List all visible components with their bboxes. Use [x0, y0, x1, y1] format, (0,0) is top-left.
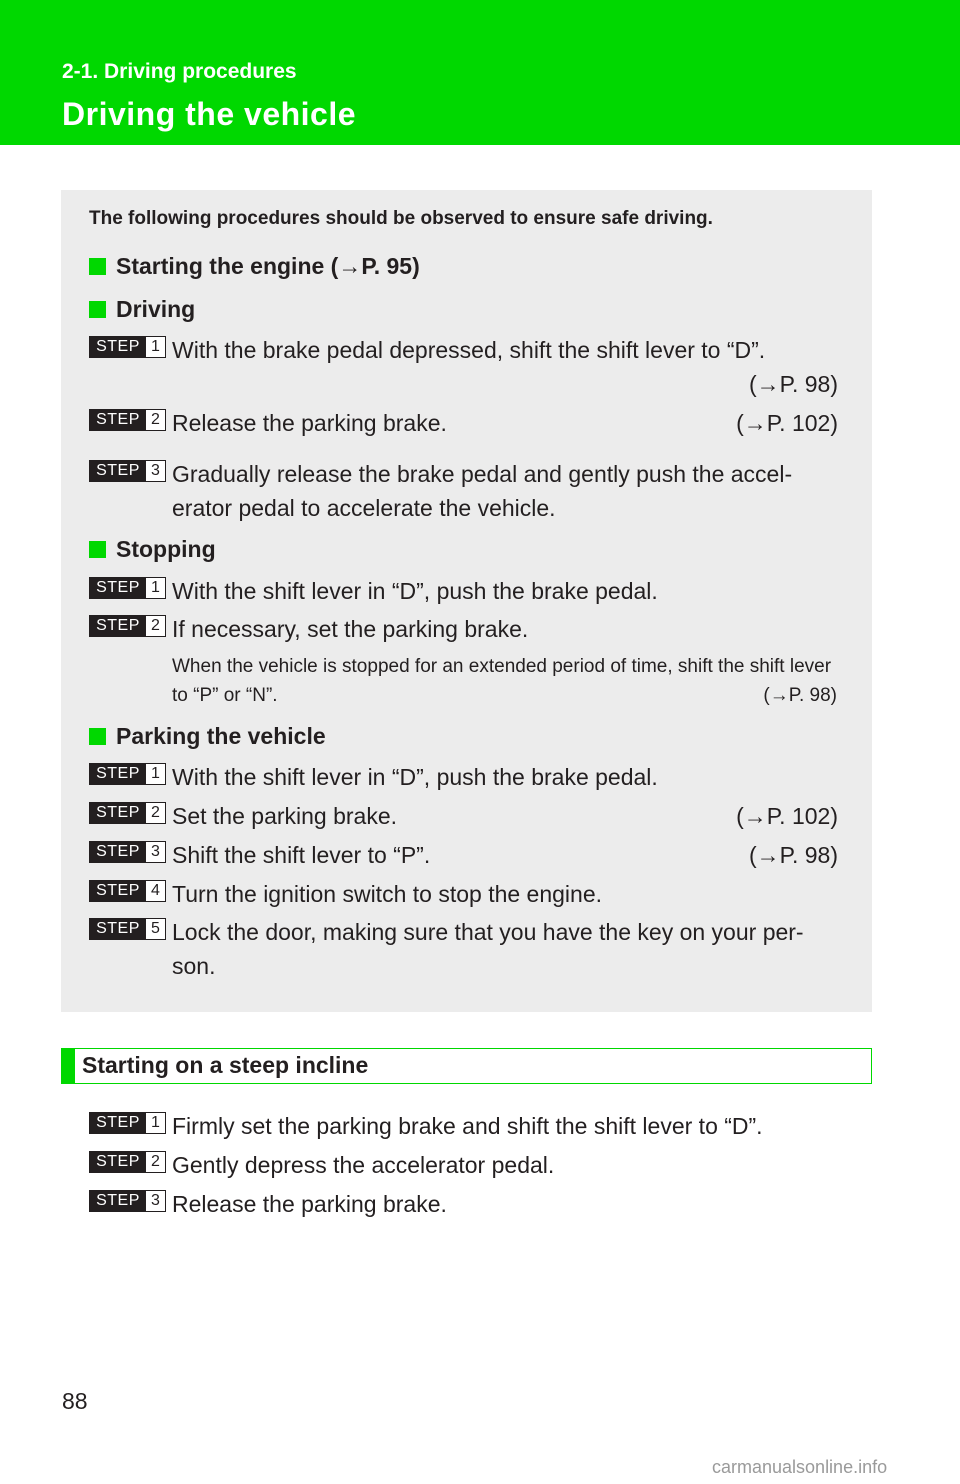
parking-step-1: [89, 760, 838, 794]
step-badge: STEP 1: [89, 763, 166, 785]
parking-step-4: [89, 877, 838, 911]
parking-step-2: [89, 799, 838, 833]
green-square-icon: [89, 301, 106, 318]
subhead-starting-engine: [89, 253, 420, 280]
green-square-icon: [89, 728, 106, 745]
step-text: Shift the shift lever to “P”.: [172, 842, 431, 868]
step-badge: STEP 4: [89, 880, 166, 902]
step-badge: STEP 1: [89, 577, 166, 599]
stopping-step-1: [89, 574, 838, 608]
green-square-icon: [89, 258, 106, 275]
incline-step-3: [89, 1187, 838, 1221]
subhead-driving: [89, 296, 195, 323]
driving-step-2: [89, 406, 838, 440]
step-text: With the shift lever in “D”, push the brake pedal.: [172, 764, 658, 790]
step-badge: STEP 2: [89, 409, 166, 431]
subhead-label: Stopping: [116, 536, 216, 562]
stopping-step-2: [89, 612, 838, 646]
subhead-parking: [89, 723, 326, 750]
page-reference: (→P. 98): [748, 842, 838, 868]
step-badge: STEP 2: [89, 1151, 166, 1173]
step-text: Release the parking brake.: [172, 410, 447, 436]
step-text: With the brake pedal depressed, shift the shift lever to “D”.: [172, 337, 766, 363]
header-bar: [0, 0, 960, 145]
page-reference: (→P. 102): [736, 410, 838, 436]
stopping-note: [172, 652, 837, 710]
step-text: Set the parking brake.: [172, 803, 398, 829]
subhead-label: Parking the vehicle: [116, 723, 326, 749]
incline-step-2: [89, 1148, 838, 1182]
step-badge: STEP 3: [89, 460, 166, 482]
subhead-label: Driving: [116, 296, 196, 322]
step-text: With the shift lever in “D”, push the brake pedal.: [172, 578, 658, 604]
step-badge: STEP 2: [89, 615, 166, 637]
subhead-stopping: [89, 536, 216, 563]
step-badge: STEP 2: [89, 802, 166, 824]
step-text: Gradually release the brake pedal and gently push the accel-erator pedal to accelerate the vehicle.: [172, 461, 793, 521]
subhead-label: Starting the engine (→P. 95): [116, 253, 420, 279]
step-badge: STEP 3: [89, 841, 166, 863]
step-text: Release the parking brake.: [172, 1191, 447, 1217]
driving-step-1: [89, 333, 838, 397]
parking-step-3: [89, 838, 838, 872]
note-text: When the vehicle is stopped for an extended period of time, shift the shift lever to “P” or “N”.: [172, 656, 832, 706]
step-text: Lock the door, making sure that you have the key on your per-son.: [172, 919, 804, 979]
section-title-incline: Starting on a steep incline: [82, 1052, 369, 1078]
step-text: Firmly set the parking brake and shift the shift lever to “D”.: [172, 1113, 763, 1139]
page-reference: (→P. 102): [736, 803, 838, 829]
step-text: If necessary, set the parking brake.: [172, 616, 529, 642]
step-badge: STEP 5: [89, 918, 166, 940]
page-number: 88: [62, 1388, 88, 1414]
step-text: Turn the ignition switch to stop the engine.: [172, 881, 603, 907]
intro-text: The following procedures should be observed to ensure safe driving.: [89, 208, 713, 229]
green-square-icon: [89, 541, 106, 558]
watermark: carmanualsonline.info: [712, 1457, 888, 1477]
page-reference: (→P. 98): [748, 371, 838, 397]
page-title: Driving the vehicle: [62, 96, 357, 132]
page-reference: (→P. 98): [763, 685, 837, 706]
step-badge: STEP 1: [89, 336, 166, 358]
step-badge: STEP 3: [89, 1190, 166, 1212]
parking-step-5: [89, 915, 838, 983]
driving-step-3: [89, 457, 838, 525]
section-label: 2-1. Driving procedures: [62, 60, 297, 83]
step-text: Gently depress the accelerator pedal.: [172, 1152, 555, 1178]
incline-step-1: [89, 1109, 838, 1143]
step-badge: STEP 1: [89, 1112, 166, 1134]
